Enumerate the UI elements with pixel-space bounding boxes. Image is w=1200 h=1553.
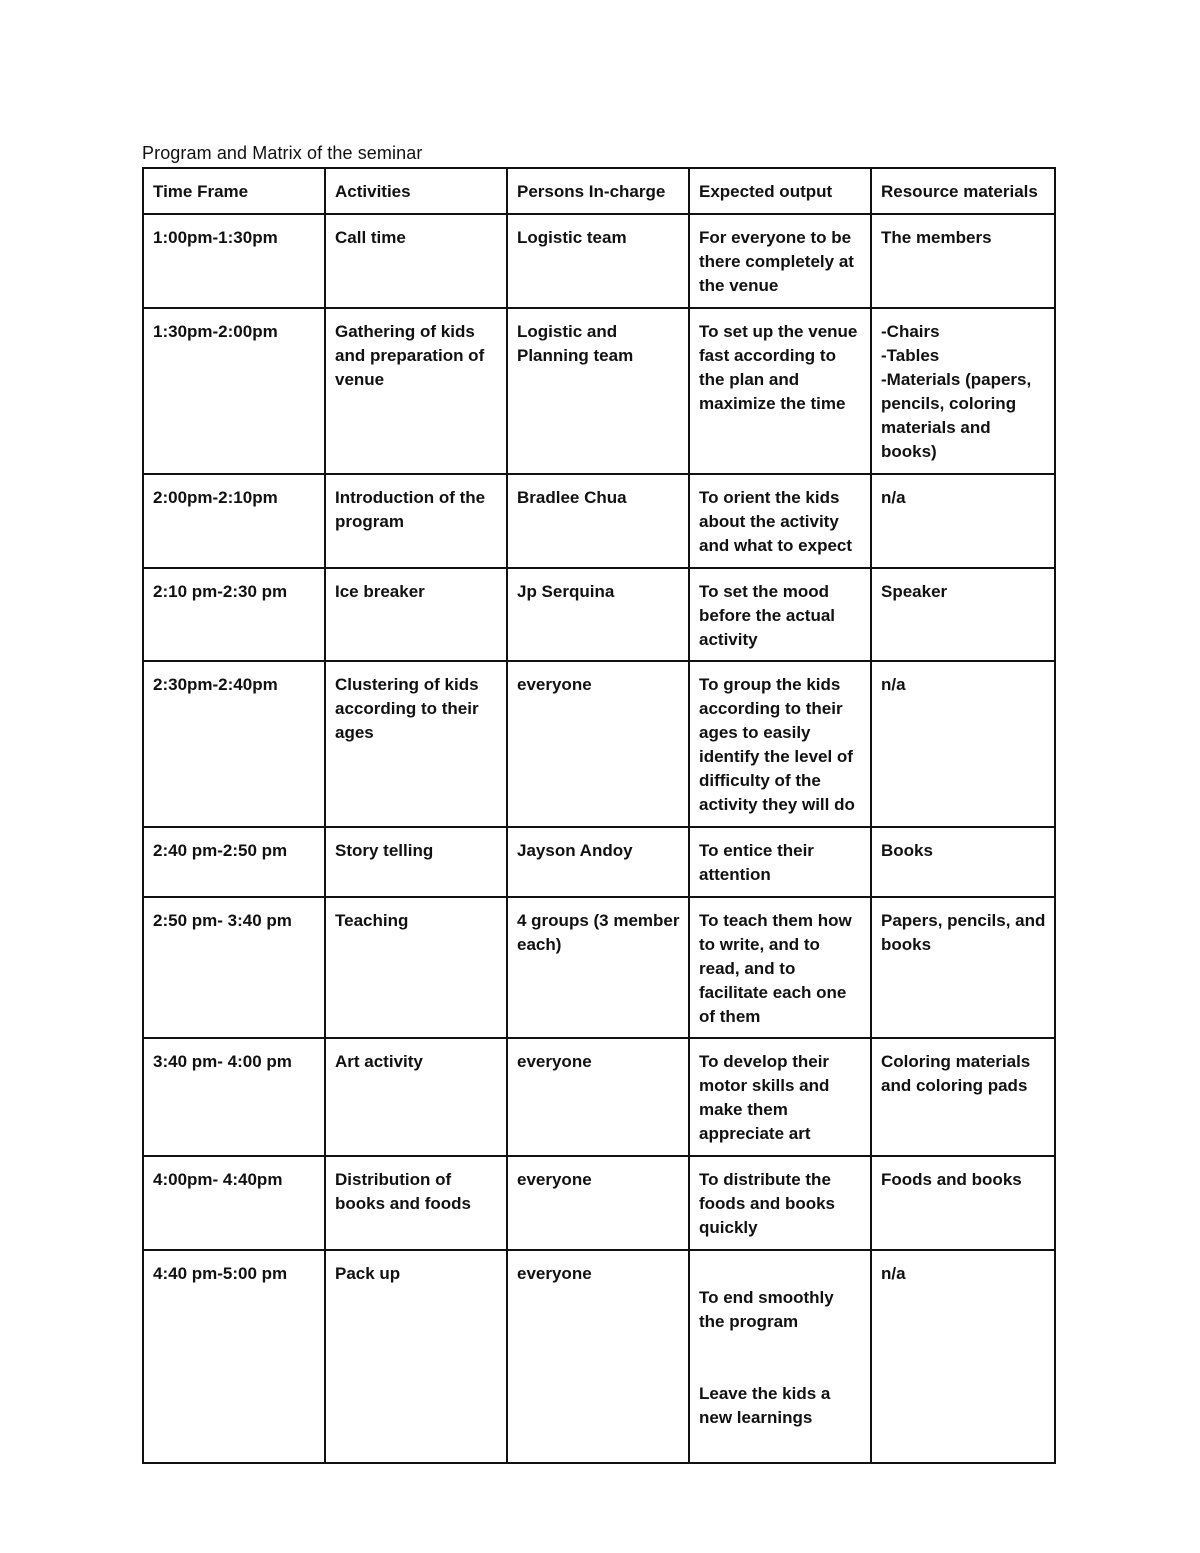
program-matrix-table <box>142 167 1056 1464</box>
time-cell: 4:00pm- 4:40pm <box>143 1156 325 1250</box>
persons-cell: Bradlee Chua <box>507 474 689 568</box>
output-cell <box>689 897 871 1038</box>
output-cell <box>689 308 871 474</box>
table-row <box>143 1038 1055 1156</box>
header-persons-in-charge: Persons In-charge <box>507 168 689 214</box>
resources-cell: Foods and books <box>871 1156 1055 1250</box>
output-text: To set the mood before the actual activity <box>699 582 836 649</box>
resources-cell: The members <box>871 214 1055 308</box>
persons-cell: everyone <box>507 1156 689 1250</box>
time-cell: 2:00pm-2:10pm <box>143 474 325 568</box>
output-text: To end smoothly the program <box>699 1288 834 1331</box>
table-row <box>143 308 1055 474</box>
table-row <box>143 661 1055 827</box>
time-cell: 4:40 pm-5:00 pm <box>143 1250 325 1463</box>
output-cell <box>689 1156 871 1250</box>
table-row <box>143 897 1055 1038</box>
time-cell: 1:00pm-1:30pm <box>143 214 325 308</box>
output-cell <box>689 568 871 661</box>
activity-cell: Pack up <box>325 1250 507 1463</box>
activity-cell: Art activity <box>325 1038 507 1156</box>
table-row <box>143 568 1055 661</box>
page-title: Program and Matrix of the seminar <box>142 143 423 163</box>
resources-cell: n/a <box>871 1250 1055 1463</box>
time-cell: 1:30pm-2:00pm <box>143 308 325 474</box>
output-cell <box>689 1250 871 1463</box>
time-cell: 2:10 pm-2:30 pm <box>143 568 325 661</box>
table-row <box>143 1250 1055 1463</box>
persons-cell: everyone <box>507 1038 689 1156</box>
resources-cell: Books <box>871 827 1055 897</box>
output-text: To entice their attention <box>699 841 814 884</box>
activity-cell: Teaching <box>325 897 507 1038</box>
persons-cell: everyone <box>507 1250 689 1463</box>
activity-cell: Introduction of the program <box>325 474 507 568</box>
output-text: Leave the kids a new learnings <box>699 1384 831 1427</box>
time-cell: 2:30pm-2:40pm <box>143 661 325 827</box>
output-text: To distribute the foods and books quickly <box>699 1170 835 1237</box>
resources-cell: n/a <box>871 661 1055 827</box>
header-activities: Activities <box>325 168 507 214</box>
persons-cell: Logistic and Planning team <box>507 308 689 474</box>
output-cell <box>689 827 871 897</box>
table-row <box>143 1156 1055 1250</box>
resources-cell: n/a <box>871 474 1055 568</box>
output-text: For everyone to be there completely at the venue <box>699 228 854 295</box>
persons-cell: Jayson Andoy <box>507 827 689 897</box>
table-row <box>143 214 1055 308</box>
output-cell <box>689 214 871 308</box>
resources-cell: Speaker <box>871 568 1055 661</box>
time-cell: 3:40 pm- 4:00 pm <box>143 1038 325 1156</box>
output-text: To develop their motor skills and make them appreciate art <box>699 1052 830 1143</box>
activity-cell: Distribution of books and foods <box>325 1156 507 1250</box>
activity-cell: Gathering of kids and preparation of venue <box>325 308 507 474</box>
persons-cell: 4 groups (3 member each) <box>507 897 689 1038</box>
activity-cell: Story telling <box>325 827 507 897</box>
resources-cell: -Chairs -Tables -Materials (papers, pencils, coloring materials and books) <box>871 308 1055 474</box>
output-cell <box>689 474 871 568</box>
persons-cell: Logistic team <box>507 214 689 308</box>
resources-cell: Coloring materials and coloring pads <box>871 1038 1055 1156</box>
table-row <box>143 827 1055 897</box>
table-header-row <box>143 168 1055 214</box>
activity-cell: Clustering of kids according to their ages <box>325 661 507 827</box>
table-body <box>143 214 1055 1463</box>
header-expected-output: Expected output <box>689 168 871 214</box>
output-cell <box>689 661 871 827</box>
output-cell <box>689 1038 871 1156</box>
resources-cell: Papers, pencils, and books <box>871 897 1055 1038</box>
output-text: To orient the kids about the activity and what to expect <box>699 488 853 555</box>
output-text: To set up the venue fast according to the plan and maximize the time <box>699 322 858 413</box>
table-row <box>143 474 1055 568</box>
output-text: To group the kids according to their ages to easily identify the level of difficulty of the activity they will do <box>699 675 855 814</box>
header-resource-materials: Resource materials <box>871 168 1055 214</box>
persons-cell: Jp Serquina <box>507 568 689 661</box>
output-text: To teach them how to write, and to read, and to facilitate each one of them <box>699 911 852 1026</box>
activity-cell: Call time <box>325 214 507 308</box>
time-cell: 2:50 pm- 3:40 pm <box>143 897 325 1038</box>
time-cell: 2:40 pm-2:50 pm <box>143 827 325 897</box>
header-time-frame: Time Frame <box>143 168 325 214</box>
persons-cell: everyone <box>507 661 689 827</box>
activity-cell: Ice breaker <box>325 568 507 661</box>
